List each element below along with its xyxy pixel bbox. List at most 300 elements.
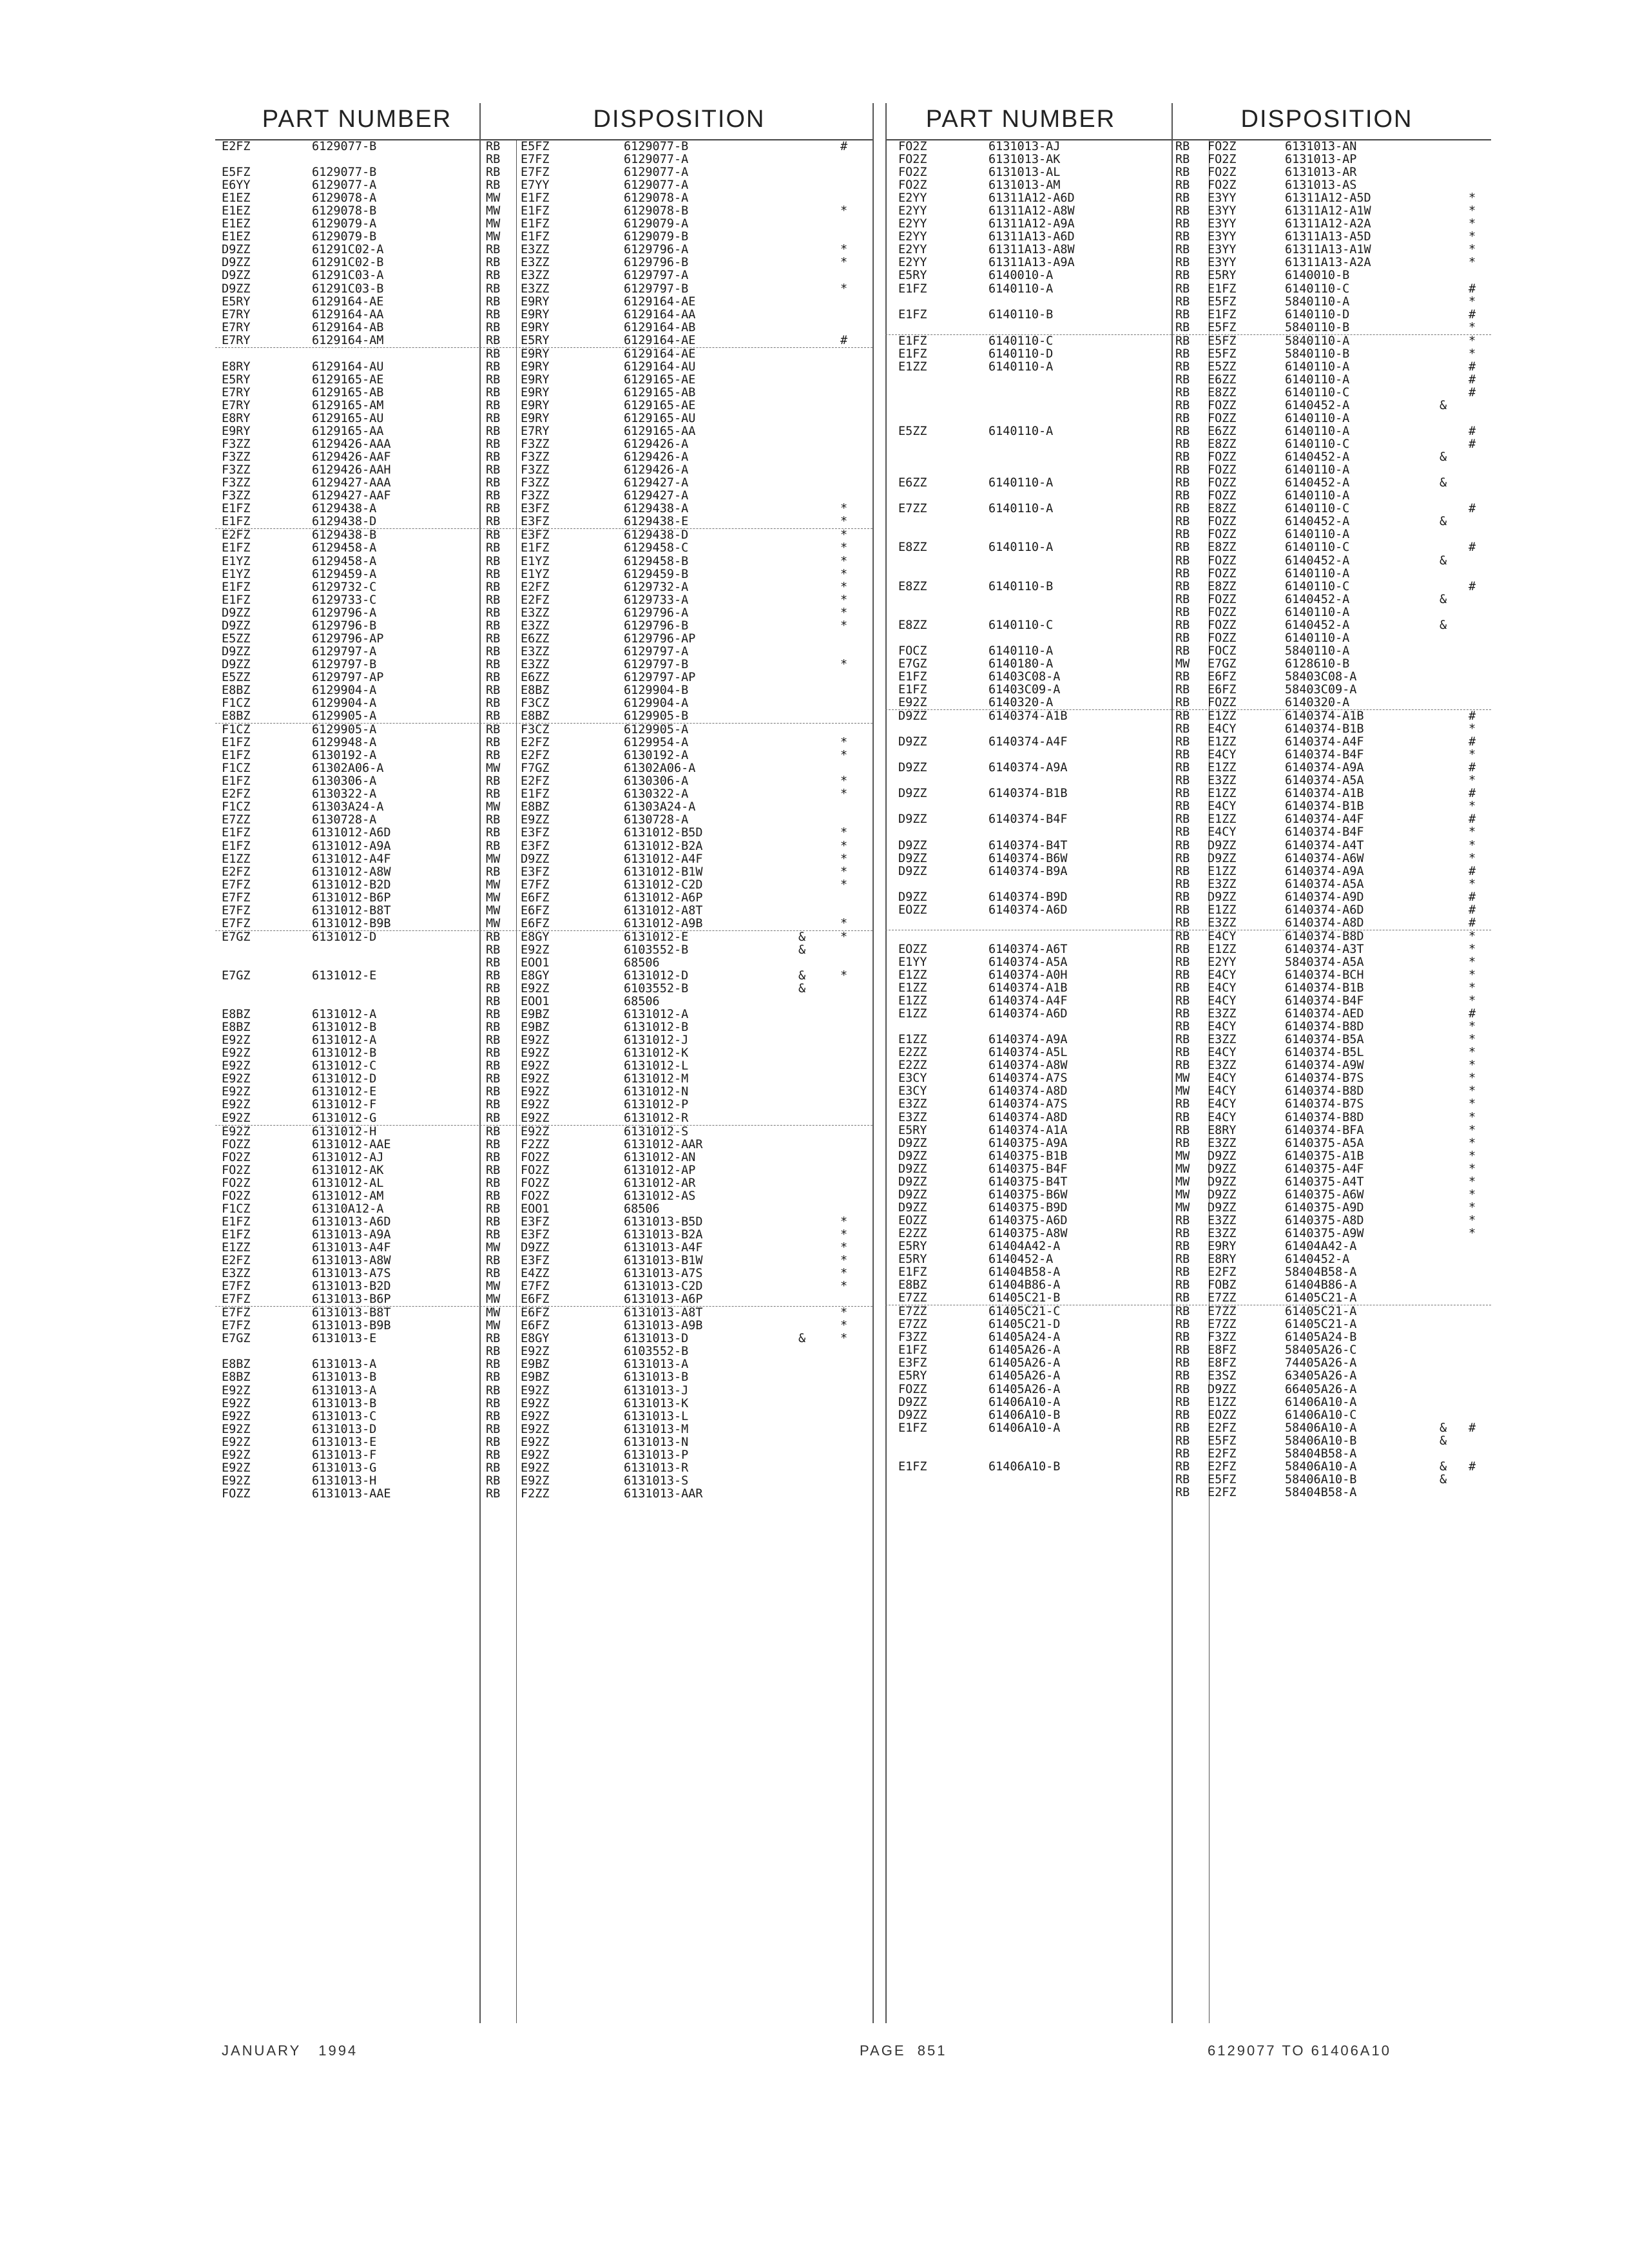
mark-cell: *: [1469, 1110, 1476, 1124]
new-prefix-cell: E92Z: [521, 1435, 550, 1449]
prefix-cell: D9ZZ: [222, 282, 251, 296]
new-prefix-cell: FOBZ: [1208, 1278, 1237, 1293]
new-prefix-cell: E3ZZ: [1208, 1007, 1237, 1021]
new-prefix-cell: E92Z: [521, 1098, 550, 1112]
table-row: [215, 412, 872, 425]
new-part-cell: 6131013-P: [624, 1448, 689, 1462]
code-cell: RB: [1175, 1007, 1190, 1021]
part-cell: 6131012-B6P: [312, 890, 391, 905]
code-cell: RB: [486, 1448, 501, 1462]
new-part-cell: 6129164-AA: [624, 307, 696, 322]
table-row: [885, 528, 1491, 541]
prefix-cell: E92Z: [222, 1448, 251, 1462]
mark-cell: #: [1469, 1459, 1476, 1474]
new-prefix-cell: E5RY: [521, 333, 550, 347]
new-part-cell: 6131013-M: [624, 1422, 689, 1436]
part-cell: 61406A10-A: [988, 1395, 1061, 1409]
new-prefix-cell: E92Z: [521, 943, 550, 957]
mark-cell: *: [1469, 955, 1476, 969]
new-prefix-cell: E9ZZ: [521, 813, 550, 827]
new-part-cell: 6140110-C: [1285, 385, 1350, 399]
code-cell: RB: [486, 670, 501, 684]
code-cell: MW: [486, 800, 501, 814]
table-row: [215, 620, 872, 633]
table-row: [885, 1176, 1491, 1189]
prefix-cell: E1FZ: [222, 593, 251, 607]
table-row: [215, 1086, 872, 1099]
code-cell: RB: [486, 1486, 501, 1501]
new-part-cell: 58404B58-A: [1285, 1265, 1357, 1280]
amp-cell: &: [1440, 515, 1447, 529]
part-cell: 6140374-A8D: [988, 1110, 1068, 1124]
new-part-cell: 6140374-A9A: [1285, 761, 1364, 775]
prefix-cell: E92Z: [222, 1396, 251, 1410]
new-prefix-cell: E92Z: [521, 1448, 550, 1462]
part-cell: 6129165-AU: [312, 411, 384, 425]
code-cell: RB: [1175, 618, 1190, 632]
new-prefix-cell: E3ZZ: [1208, 774, 1237, 788]
code-cell: RB: [486, 398, 501, 412]
code-cell: RB: [486, 347, 501, 361]
new-prefix-cell: E3ZZ: [521, 282, 550, 296]
mark-cell: *: [1469, 877, 1476, 891]
mark-cell: *: [1469, 334, 1476, 348]
code-cell: RB: [486, 1227, 501, 1242]
code-cell: MW: [1175, 1084, 1190, 1099]
table-row: [215, 1008, 872, 1021]
prefix-cell: F3ZZ: [222, 463, 251, 477]
new-part-cell: 6140374-A5A: [1285, 774, 1364, 788]
table-row: [885, 723, 1491, 736]
code-cell: RB: [486, 1008, 501, 1022]
code-cell: RB: [486, 683, 501, 697]
new-prefix-cell: D9ZZ: [1208, 838, 1237, 852]
table-row: [215, 866, 872, 879]
table-row: [885, 1098, 1491, 1111]
new-prefix-cell: E4CY: [1208, 1046, 1237, 1060]
table-row: [215, 1229, 872, 1242]
new-part-cell: 6140110-A: [1285, 489, 1350, 503]
mark-cell: *: [840, 1254, 848, 1268]
table-row: [215, 1203, 872, 1216]
prefix-cell: E3CY: [898, 1084, 927, 1099]
new-prefix-cell: E6FZ: [521, 1319, 550, 1333]
new-prefix-cell: E3ZZ: [1208, 916, 1237, 930]
new-part-cell: 6129797-B: [624, 282, 689, 296]
new-prefix-cell: E92Z: [521, 1072, 550, 1086]
part-cell: 6129165-AB: [312, 385, 384, 399]
table-row: [885, 1189, 1491, 1202]
code-cell: RB: [486, 1396, 501, 1410]
new-prefix-cell: E2FZ: [1208, 1421, 1237, 1435]
code-cell: RB: [486, 1176, 501, 1190]
part-cell: 6129427-AAF: [312, 489, 391, 503]
prefix-cell: D9ZZ: [898, 1200, 927, 1215]
prefix-cell: E2FZ: [222, 865, 251, 879]
code-cell: MW: [486, 890, 501, 905]
mark-cell: *: [1469, 929, 1476, 943]
part-cell: 6129426-AAF: [312, 450, 391, 465]
new-part-cell: 6131012-P: [624, 1098, 689, 1112]
code-cell: RB: [486, 333, 501, 347]
new-part-cell: 61311A13-A5D: [1285, 230, 1371, 244]
code-cell: RB: [1175, 682, 1190, 697]
part-cell: 6140110-A: [988, 502, 1054, 516]
new-prefix-cell: E8ZZ: [1208, 579, 1237, 593]
new-prefix-cell: E2FZ: [521, 749, 550, 763]
code-cell: MW: [486, 852, 501, 866]
mark-cell: *: [1469, 1033, 1476, 1047]
new-part-cell: 66405A26-A: [1285, 1382, 1357, 1396]
code-cell: RB: [1175, 1356, 1190, 1370]
new-prefix-cell: FO2Z: [1208, 178, 1237, 193]
part-cell: 6140375-B1B: [988, 1149, 1068, 1163]
mark-cell: #: [1469, 864, 1476, 878]
new-part-cell: 6129427-A: [624, 476, 689, 490]
amp-cell: &: [1440, 1434, 1447, 1448]
mark-cell: *: [1469, 1097, 1476, 1111]
code-cell: MW: [486, 903, 501, 918]
new-part-cell: 6131012-B5D: [624, 826, 703, 840]
prefix-cell: E92Z: [222, 1072, 251, 1086]
code-cell: RB: [1175, 204, 1190, 218]
new-part-cell: 61404A42-A: [1285, 1239, 1357, 1253]
code-cell: RB: [486, 1461, 501, 1475]
prefix-cell: E7FZ: [222, 878, 251, 892]
new-part-cell: 6129077-A: [624, 178, 689, 193]
prefix-cell: F3ZZ: [222, 450, 251, 465]
table-row: [215, 607, 872, 620]
code-cell: RB: [486, 644, 501, 658]
new-part-cell: 6140374-A9W: [1285, 1059, 1364, 1073]
table-row: [215, 153, 872, 166]
part-cell: 6131013-A7S: [312, 1267, 391, 1281]
table-row: [885, 218, 1491, 231]
prefix-cell: E1FZ: [222, 1215, 251, 1229]
new-prefix-cell: E9BZ: [521, 1370, 550, 1385]
table-row: [885, 1085, 1491, 1098]
new-prefix-cell: D9ZZ: [1208, 1200, 1237, 1215]
new-part-cell: 6129438-E: [624, 515, 689, 529]
code-cell: RB: [1175, 864, 1190, 878]
part-cell: 61406A10-B: [988, 1459, 1061, 1474]
part-cell: 6140452-A: [988, 1253, 1054, 1267]
new-prefix-cell: E4CY: [1208, 1072, 1237, 1086]
code-cell: RB: [1175, 230, 1190, 244]
new-part-cell: 6131013-L: [624, 1409, 689, 1423]
table-row: [215, 970, 872, 983]
code-cell: RB: [1175, 1226, 1190, 1240]
code-cell: RB: [1175, 774, 1190, 788]
table-row: [885, 451, 1491, 464]
prefix-cell: E1FZ: [222, 826, 251, 840]
new-prefix-cell: E4CY: [1208, 1097, 1237, 1111]
mark-cell: *: [1469, 968, 1476, 982]
prefix-cell: E1FZ: [898, 347, 927, 361]
new-part-cell: 6131013-B2A: [624, 1227, 703, 1242]
code-cell: RB: [1175, 1265, 1190, 1280]
code-cell: RB: [1175, 140, 1190, 153]
table-row: [215, 1488, 872, 1501]
mark-cell: #: [1469, 812, 1476, 827]
mark-cell: *: [1469, 1162, 1476, 1176]
part-cell: 6131013-AAE: [312, 1486, 391, 1501]
part-cell: 6131013-B: [312, 1396, 377, 1410]
new-part-cell: 6131012-A8T: [624, 903, 703, 918]
code-cell: RB: [486, 463, 501, 477]
new-prefix-cell: E3ZZ: [521, 619, 550, 633]
new-part-cell: 6131012-J: [624, 1033, 689, 1048]
code-cell: MW: [486, 204, 501, 218]
new-prefix-cell: EOO1: [521, 956, 550, 970]
new-part-cell: 6140110-A: [1285, 411, 1350, 425]
mark-cell: *: [840, 930, 848, 944]
new-part-cell: 6140110-C: [1285, 437, 1350, 452]
prefix-cell: E5ZZ: [222, 670, 251, 684]
new-prefix-cell: E1ZZ: [1208, 1395, 1237, 1409]
new-part-cell: 61311A12-A2A: [1285, 217, 1371, 231]
table-row: [215, 710, 872, 724]
table-row: [215, 387, 872, 399]
new-part-cell: 6129796-AP: [624, 631, 696, 646]
code-cell: MW: [486, 1293, 501, 1307]
prefix-cell: E92Z: [898, 696, 927, 710]
mark-cell: *: [1469, 1123, 1476, 1137]
prefix-cell: E92Z: [222, 1059, 251, 1073]
prefix-cell: E6ZZ: [898, 476, 927, 490]
code-cell: RB: [1175, 515, 1190, 529]
code-cell: RB: [486, 995, 501, 1009]
code-cell: RB: [1175, 890, 1190, 904]
mark-cell: *: [1469, 800, 1476, 814]
footer-range: 6129077 TO 61406A10: [1208, 2042, 1391, 2059]
code-cell: RB: [1175, 994, 1190, 1008]
new-prefix-cell: F3ZZ: [521, 489, 550, 503]
new-prefix-cell: F3ZZ: [1208, 1331, 1237, 1345]
new-part-cell: 6140452-A: [1285, 592, 1350, 606]
mark-cell: *: [840, 502, 848, 516]
new-prefix-cell: E2FZ: [1208, 1446, 1237, 1461]
mark-cell: *: [1469, 1020, 1476, 1034]
new-prefix-cell: E1ZZ: [1208, 709, 1237, 724]
new-prefix-cell: E5FZ: [1208, 1472, 1237, 1486]
prefix-cell: D9ZZ: [222, 269, 251, 283]
new-prefix-cell: F3ZZ: [521, 476, 550, 490]
table-row: [215, 775, 872, 788]
prefix-cell: E7ZZ: [898, 1291, 927, 1305]
mark-cell: *: [1469, 204, 1476, 218]
code-cell: RB: [486, 657, 501, 671]
part-cell: 6140010-A: [988, 269, 1054, 283]
code-cell: MW: [1175, 1162, 1190, 1176]
table-row: [215, 1345, 872, 1358]
part-cell: 6140374-A1A: [988, 1123, 1068, 1137]
new-part-cell: 6140374-BCH: [1285, 968, 1364, 982]
part-cell: 6129458-A: [312, 541, 377, 555]
new-part-cell: 58406A10-A: [1285, 1421, 1357, 1435]
new-prefix-cell: E6FZ: [1208, 669, 1237, 684]
new-part-cell: 6140374-A4F: [1285, 735, 1364, 749]
amp-cell: &: [1440, 450, 1447, 465]
prefix-cell: F3ZZ: [222, 476, 251, 490]
table-row: [215, 995, 872, 1008]
new-part-cell: 61406A10-A: [1285, 1395, 1357, 1409]
new-part-cell: 68506: [624, 995, 660, 1009]
part-cell: 6140374-B4F: [988, 812, 1068, 827]
table-row: [885, 1331, 1491, 1344]
center-divider-a: [872, 103, 874, 2023]
new-prefix-cell: E8ZZ: [1208, 385, 1237, 399]
prefix-cell: E1ZZ: [898, 968, 927, 982]
part-cell: 6140110-A: [988, 360, 1054, 374]
new-prefix-cell: E3ZZ: [521, 243, 550, 257]
prefix-cell: E7RY: [222, 385, 251, 399]
prefix-cell: E8ZZ: [898, 579, 927, 593]
code-cell: RB: [486, 826, 501, 840]
new-prefix-cell: FOZZ: [1208, 631, 1237, 645]
part-cell: 61405A26-A: [988, 1343, 1061, 1358]
table-row: [215, 515, 872, 529]
new-part-cell: 61303A24-A: [624, 800, 696, 814]
new-part-cell: 6131012-N: [624, 1085, 689, 1099]
new-prefix-cell: E92Z: [521, 1474, 550, 1488]
table-row: [885, 1059, 1491, 1072]
part-cell: 6131012-AL: [312, 1176, 384, 1190]
table-row: [885, 1409, 1491, 1422]
prefix-cell: E7GZ: [898, 657, 927, 671]
new-prefix-cell: E9RY: [1208, 1239, 1237, 1253]
code-cell: RB: [486, 619, 501, 633]
new-part-cell: 6140374-BFA: [1285, 1123, 1364, 1137]
table-row: [885, 1461, 1491, 1474]
new-part-cell: 6140110-C: [1285, 502, 1350, 516]
new-prefix-cell: E3ZZ: [1208, 1059, 1237, 1073]
code-cell: RB: [1175, 166, 1190, 180]
prefix-cell: EOZZ: [898, 1213, 927, 1227]
part-cell: 6131012-AJ: [312, 1150, 384, 1164]
table-row: [215, 218, 872, 231]
new-prefix-cell: FOZZ: [1208, 618, 1237, 632]
amp-cell: &: [1440, 1459, 1447, 1474]
part-cell: 6129904-A: [312, 697, 377, 711]
mark-cell: *: [840, 1319, 848, 1333]
new-part-cell: 6129954-A: [624, 736, 689, 750]
part-cell: 6131012-D: [312, 1072, 377, 1086]
prefix-cell: E7RY: [222, 307, 251, 322]
part-cell: 6140110-C: [988, 618, 1054, 632]
mark-cell: #: [840, 333, 848, 347]
code-cell: RB: [1175, 553, 1190, 568]
code-cell: MW: [1175, 1072, 1190, 1086]
prefix-cell: E1ZZ: [898, 981, 927, 995]
new-prefix-cell: E1ZZ: [1208, 942, 1237, 956]
prefix-cell: E7FZ: [222, 1280, 251, 1294]
new-prefix-cell: E3YY: [1208, 230, 1237, 244]
code-cell: RB: [486, 1085, 501, 1099]
new-prefix-cell: E3FZ: [521, 1227, 550, 1242]
table-row: [215, 503, 872, 515]
code-cell: RB: [486, 774, 501, 789]
part-cell: 6140375-B4T: [988, 1175, 1068, 1189]
table-row: [885, 179, 1491, 192]
new-prefix-cell: E9RY: [521, 385, 550, 399]
mark-cell: *: [840, 852, 848, 866]
footer-date: JANUARY 1994: [222, 2042, 358, 2059]
new-part-cell: 6129077-B: [624, 140, 689, 153]
new-prefix-cell: E6FZ: [521, 916, 550, 930]
new-part-cell: 6130322-A: [624, 787, 689, 802]
part-cell: 61311A12-A8W: [988, 204, 1075, 218]
new-prefix-cell: F2ZZ: [521, 1137, 550, 1151]
table-row: [885, 645, 1491, 658]
new-part-cell: 6129796-B: [624, 256, 689, 270]
new-prefix-cell: E1ZZ: [1208, 787, 1237, 801]
part-cell: 6131013-B6P: [312, 1293, 391, 1307]
new-part-cell: 6131013-C2D: [624, 1280, 703, 1294]
prefix-cell: D9ZZ: [898, 787, 927, 801]
prefix-cell: E2FZ: [222, 787, 251, 802]
part-cell: 61406A10-A: [988, 1421, 1061, 1435]
part-cell: 6131013-B9B: [312, 1319, 391, 1333]
prefix-cell: E7RY: [222, 333, 251, 347]
table-row: [885, 503, 1491, 515]
new-prefix-cell: E1FZ: [521, 541, 550, 555]
new-prefix-cell: E3ZZ: [1208, 1033, 1237, 1047]
prefix-cell: E2ZZ: [898, 1059, 927, 1073]
code-cell: RB: [1175, 178, 1190, 193]
part-cell: 6140374-B9D: [988, 890, 1068, 904]
code-cell: RB: [1175, 644, 1190, 658]
table-row: [215, 697, 872, 710]
new-part-cell: 61311A12-A1W: [1285, 204, 1371, 218]
table-row: [215, 425, 872, 438]
new-prefix-cell: E9BZ: [521, 1008, 550, 1022]
part-cell: 6131013-B: [312, 1370, 377, 1385]
part-cell: 6129904-A: [312, 683, 377, 697]
code-cell: RB: [1175, 528, 1190, 542]
new-prefix-cell: E5FZ: [521, 140, 550, 153]
code-cell: RB: [1175, 153, 1190, 167]
amp-cell: &: [1440, 1472, 1447, 1486]
mark-cell: *: [1469, 1149, 1476, 1163]
table-row: [215, 1436, 872, 1449]
new-part-cell: 6129796-A: [624, 606, 689, 620]
code-cell: RB: [1175, 1110, 1190, 1124]
new-part-cell: 6140374-B4F: [1285, 994, 1364, 1008]
mark-cell: *: [1469, 774, 1476, 788]
code-cell: RB: [1175, 282, 1190, 296]
part-cell: 61405C21-C: [988, 1305, 1061, 1319]
code-cell: RB: [1175, 696, 1190, 710]
table-row: [215, 529, 872, 542]
new-part-cell: 6131012-AS: [624, 1189, 696, 1203]
prefix-cell: E5ZZ: [222, 631, 251, 646]
new-prefix-cell: E3YY: [1208, 204, 1237, 218]
new-part-cell: 6131012-AN: [624, 1150, 696, 1164]
part-cell: 61291C02-B: [312, 256, 384, 270]
prefix-cell: E92Z: [222, 1085, 251, 1099]
new-prefix-cell: E1FZ: [1208, 307, 1237, 322]
new-part-cell: 6129077-A: [624, 166, 689, 180]
part-cell: 6131013-H: [312, 1474, 377, 1488]
part-cell: 6140374-A8D: [988, 1084, 1068, 1099]
new-prefix-cell: FO2Z: [521, 1189, 550, 1203]
part-cell: 6130192-A: [312, 749, 377, 763]
code-cell: RB: [1175, 1020, 1190, 1034]
prefix-cell: E7GZ: [222, 969, 251, 983]
table-row: [885, 1046, 1491, 1059]
new-part-cell: 6129164-AE: [624, 294, 696, 309]
